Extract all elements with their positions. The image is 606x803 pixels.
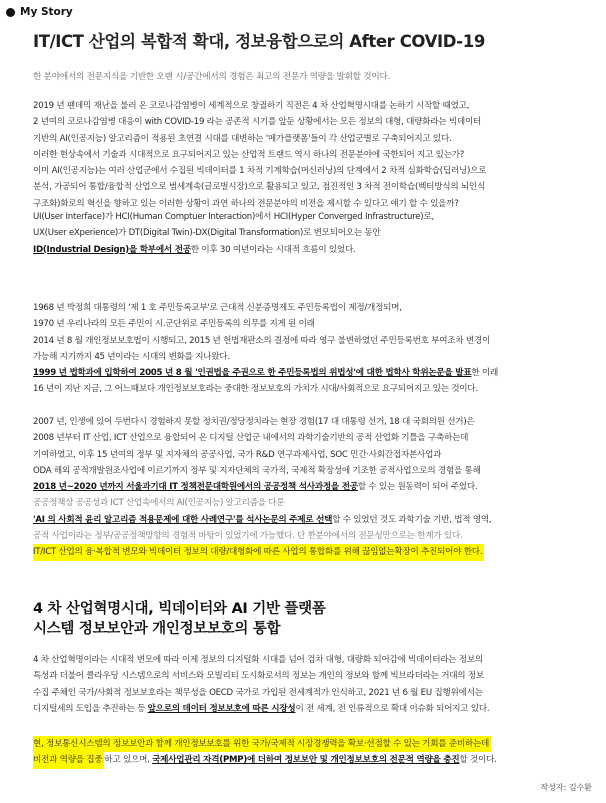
text-line: ODA 해외 공적개발원조사업에 이르기까지 정부 및 지자단체의 국가적, 국제적 확장성에 기조한 공적사업으로의 경험을 통해 [33, 465, 481, 476]
text-line: 이미 AI(인공지능)는 여러 산업군에서 수집된 빅데이터를 1 차적 기계학습(머신러닝)의 단계에서 2 차적 심화학습(딥러닝)으로 [33, 166, 487, 177]
text-fragment: 할 수 있는 원동력이 되어 주었다. [357, 482, 478, 493]
text-line: UX(User eXperience)가 DT(Digital Twin)-DX(Digital Transformation)로 변모되어오는 동안 [33, 228, 381, 239]
paragraph-ui-ux [33, 209, 591, 258]
document-title: IT/ICT 산업의 복합적 확대, 정보융합으로의 After COVID-19 [33, 32, 485, 51]
text-line: 2008 년부터 IT 산업, ICT 산업으로 융합되어 온 디지털 산업군 내에서의 과학기술기반의 공적 산업화 기틀을 구축하는데 [33, 433, 469, 444]
text-line [33, 242, 591, 258]
text-fragment: 디지털세의 도입을 추진하는 등 [33, 703, 146, 714]
text-line: 공공정책상 공공성과 ICT 산업속에서의 AI(인공지능) 알고리즘을 다룬 [33, 498, 285, 509]
text-line: 2019 년 팬데믹 재난을 불러 온 코로나감염병이 세계적으로 창궐하기 직전은 4 차 산업혁명시대를 논하기 시작할 때였고, [33, 101, 470, 111]
underlined-phrase: 국제사업관리 자격(PMP)에 더하여 정보보안 및 개인정보보호의 전문적 역량을 충진 [152, 755, 460, 766]
underlined-phrase: 앞으로의 데이터 정보보호에 따른 시장성 [147, 703, 296, 714]
text-line [33, 752, 591, 768]
highlighted-phrase: 비전과 역량을 집중 [33, 752, 104, 768]
underlined-phrase: 'AI 의 사회적 윤리 알고리즘 적용문제에 대한 사례연구'를 석사논문의 주제로 선택 [33, 514, 333, 525]
my-story-label: My Story [20, 6, 73, 18]
text-line: 2014 년 8 월 개인정보보호법이 시행되고, 2015 년 헌법재판소의 결정에 따라 영구 불변하였던 주민등록번호 부여조차 변경이 [33, 335, 491, 346]
text-line [33, 701, 591, 717]
text-fragment: 할 수 있었던 것도 과학기술 기반, 법적 영역, [332, 514, 492, 525]
text-line: 분석, 가공되어 통합/융합적 산업으로 범세계속(글로벌시장)으로 활용되고 있고, 점진적인 3 차적 전이학습(벡터방식의 뇌인식 [33, 182, 486, 193]
underlined-phrase: 1999 년 법학과에 입학하여 2005 년 8 월 '인권법을 주권으로 한 주민등록법의 위법성'에 대한 법학사 학위논문을 발표 [33, 368, 472, 379]
text-fragment: 하고 있으며, [104, 755, 153, 766]
text-line: 1968 년 박정희 대통령의 '제 1 호 주민등록교부'로 근대적 신분증명제도 주민등록법이 제정/개정되며, [33, 303, 402, 313]
paragraph-closing [33, 736, 591, 769]
text-line: 가능해 지기까지 45 년이라는 시대의 변화를 지나왔다. [33, 351, 230, 362]
section-heading-line: 시스템 정보보안과 개인정보보호의 통합 [33, 620, 281, 637]
text-fragment: 한 이후 30 여년이라는 시대적 흐름이 있었다. [190, 244, 356, 255]
text-line: 공적 사업이라는 정부/공공정책방향의 경험적 바탕이 있었기에 가능했다. 단 한분야에서의 전문성만으로는 한계가 있다. [33, 531, 463, 542]
bullet-dot-icon [6, 8, 15, 17]
paragraph-law [33, 300, 591, 398]
text-line: 2007 년, 인생에 있어 두번다시 경험하지 못할 정치권/정당정치라는 현장 경험(17 대 대통령 선거, 18 대 국회의원 선거)은 [33, 417, 475, 427]
text-line: 4 차 산업혁명이라는 시대적 변모에 따라 이제 정보의 디지털화 시대를 넘어 검차 대형, 대량화 되어감에 빅데이터라는 정보의 [33, 655, 483, 665]
text-fragment: 이 전 세계, 전 인류적으로 확대 이슈화 되어지고 있다. [295, 703, 490, 714]
highlighted-sentence: IT/ICT 산업의 융·복합적 변모와 빅데이터 정보의 대량/대형화에 따른 사업의 통합화를 위해 끊임없는확장이 추진되어야 한다. [33, 544, 484, 560]
text-line: 2 년여의 코로나감염병 대응이 with COVID-19 라는 공존적 시기를 앞둔 상황에서는 모든 정보의 대형, 대량화라는 빅데이터 [33, 117, 482, 128]
text-line [33, 365, 591, 381]
text-line [33, 544, 591, 560]
text-line: UI(User Interface)가 HCI(Human Comptuer Interaction)에서 HCI(Hyper Converged Infrastructure)로, [33, 212, 434, 222]
underlined-phrase: ID(Industrial Design)을 학부에서 전공 [33, 244, 191, 255]
text-line: 1970 년 우리나라의 모든 주민이 시.군단위로 주민등록의 의무를 지게 된 이래 [33, 319, 315, 330]
text-line: 구조화)화로의 혁신을 향하고 있는 이러한 상황이 과연 하나의 전문분야의 비전을 제시할 수 있다고 얘기 할 수 있을까? [33, 198, 459, 209]
section-heading [33, 600, 326, 639]
paragraph-industry4 [33, 652, 591, 717]
text-line: 기여하였고, 이후 15 년여의 정부 및 지자체의 공공사업, 국가 R&D 연구과제사업, SOC 민간·사회간접자본사업과 [33, 449, 442, 460]
paragraph-covid [33, 98, 591, 212]
my-story-header [6, 6, 73, 18]
highlighted-sentence: 현, 정보통신시스템의 정보보안과 함께 개인정보보호를 위한 국가/국제적 시장경쟁력을 확보·선점할 수 있는 기회를 준비하는데 [33, 736, 491, 752]
text-line: 수집 주체인 국가/사회적 정보보호라는 책무성을 OECD 국가로 가입된 전세계적가 인식하고, 2021 년 6 월 EU 집행위에서는 [33, 687, 483, 698]
section-heading-line: 4 차 산업혁명시대, 빅데이터와 AI 기반 플랫폼 [33, 601, 326, 617]
text-line: 특성과 더불어 클라우딩 시스템으로의 서비스와 모빌리티 도시화로서의 정보는 개인의 정보와 함께 빅브라더라는 거대의 정보 [33, 671, 484, 682]
document-subtitle: 한 분야에서의 전문지식을 기반한 오랜 시/공간에서의 경험은 최고의 전문가 역량을 발휘할 것이다. [33, 72, 391, 82]
author-credit: 작성자: 김수환 [540, 783, 592, 792]
paragraph-career [33, 414, 591, 561]
text-line [33, 512, 591, 528]
text-line [33, 736, 591, 752]
text-line [33, 479, 591, 495]
text-line: 16 년이 지난 지금, 그 어느때보다 개인정보보호라는 중대한 정보보호의 가치가 시대/사회적으로 요구되어지고 있는 것이다. [33, 384, 478, 395]
underlined-phrase: 2018 년~2020 년까지 서울과기대 IT 정책전문대학원에서의 공공정책 석사과정을 전공 [33, 482, 358, 493]
text-line: 이러한 현상속에서 기술과 시대적으로 요구되어지고 있는 산업적 트랜드 역시 하나의 전문분야에 국한되어 지고 있는가? [33, 149, 465, 160]
text-fragment: 할 것이다. [459, 755, 497, 766]
text-line: 기반의 AI(인공지능) 알고리즘이 적용된 초연결 시대를 대변하는 '메가플랫폼'들이 각 산업군별로 구축되어지고 있다. [33, 133, 452, 144]
text-fragment: 한 이래 [471, 368, 499, 379]
